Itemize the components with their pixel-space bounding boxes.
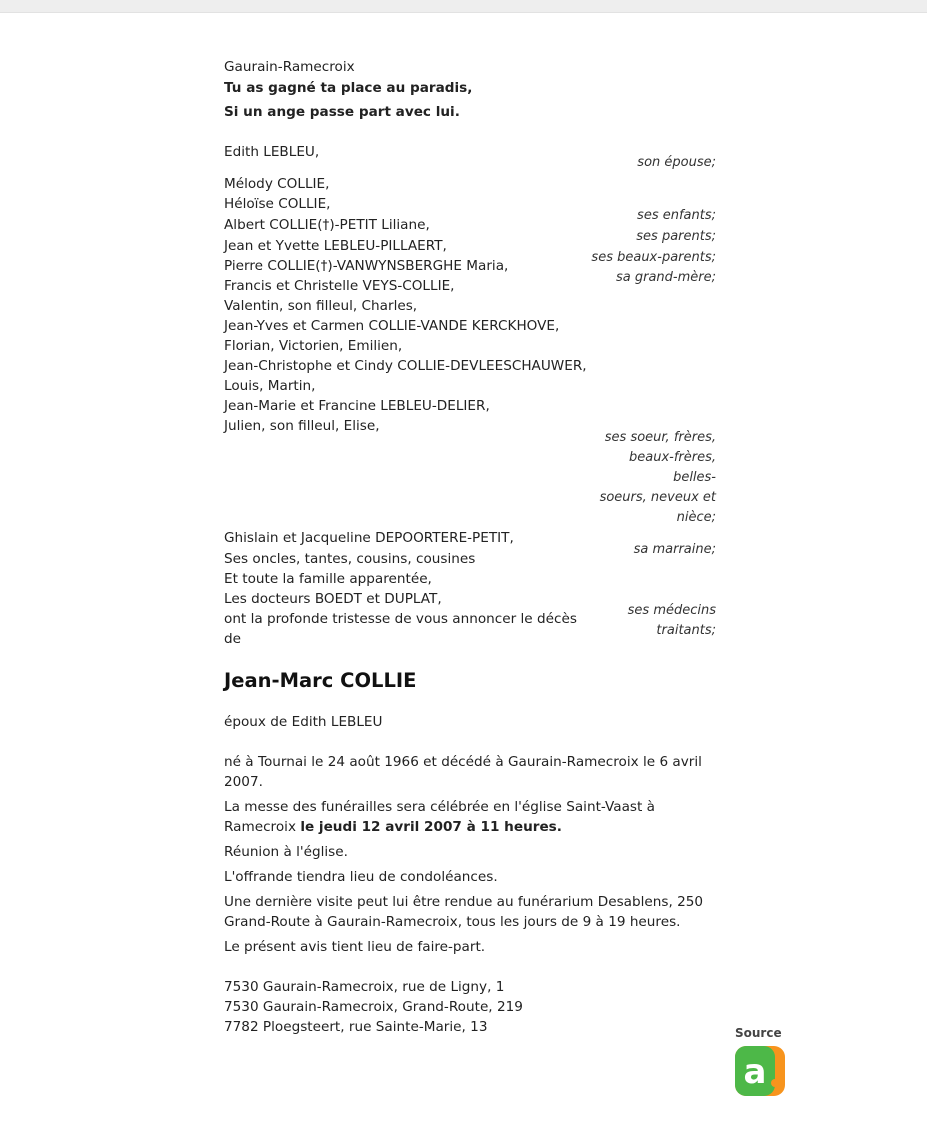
family-name: Et toute la famille apparentée, (224, 571, 432, 587)
announcement: ont la profonde tristesse de vous annoncer le décès de (224, 611, 577, 647)
offering-info: L'offrande tiendra lieu de condoléances. (224, 869, 498, 885)
family-entry-spouse (224, 142, 716, 173)
family-name: Francis et Christelle VEYS-COLLIE, (224, 278, 455, 294)
family-name: Valentin, son filleul, Charles, (224, 298, 418, 314)
obituary-content (224, 57, 716, 1037)
family-name: Edith LEBLEU, (224, 144, 320, 160)
address-line: 7782 Ploegsteert, rue Sainte-Marie, 13 (224, 1019, 488, 1035)
family-name: Héloïse COLLIE, (224, 196, 331, 212)
source-logo-letter: a (743, 1052, 767, 1092)
family-name: Jean-Christophe et Cindy COLLIE-DEVLEESCHAUWER, (224, 358, 587, 374)
family-name: Les docteurs BOEDT et DUPLAT, (224, 591, 442, 607)
birth-death: né à Tournai le 24 août 1966 et décédé à Gaurain-Ramecroix le 6 avril 2007. (224, 754, 702, 790)
family-name: Louis, Martin, (224, 378, 316, 394)
verse-line-1: Tu as gagné ta place au paradis, (224, 80, 473, 96)
source-label: Source (735, 1026, 782, 1040)
family-role: son épouse; (637, 155, 716, 170)
family-name: Ses oncles, tantes, cousins, cousines (224, 551, 476, 567)
family-name: Albert COLLIE(†)-PETIT Liliane, (224, 217, 430, 233)
family-role: ses médecins traitants; (627, 603, 716, 638)
family-role: sa grand-mère; (615, 270, 716, 285)
meeting-info: Réunion à l'église. (224, 844, 348, 860)
notice-info: Le présent avis tient lieu de faire-part. (224, 939, 486, 955)
family-name: Jean-Yves et Carmen COLLIE-VANDE KERCKHOVE, (224, 318, 560, 334)
header-place: Gaurain-Ramecroix (224, 59, 355, 75)
family-role: sa marraine; (633, 542, 716, 557)
family-name: Jean et Yvette LEBLEU-PILLAERT, (224, 238, 447, 254)
mass-date: le jeudi 12 avril 2007 à 11 heures. (300, 819, 562, 835)
visit-info: Une dernière visite peut lui être rendue au funérarium Desablens, 250 Grand-Route à Gaurain-Ramecroix, tous les jours de 9 à 19 heures. (224, 894, 704, 930)
family-name: Mélody COLLIE, (224, 176, 330, 192)
family-role: ses soeur, frères, beaux-frères, belles- soeurs, neveux et nièce; (599, 430, 716, 525)
family-name: Florian, Victorien, Emilien, (224, 338, 403, 354)
verse-line-2: Si un ange passe part avec lui. (224, 104, 460, 120)
family-role: ses beaux-parents; (591, 250, 716, 265)
family-name: Ghislain et Jacqueline DEPOORTERE-PETIT, (224, 530, 514, 546)
funeral-mass: La messe des funérailles sera célébrée en l'église Saint-Vaast à Ramecroix le jeudi 12 avril 2007 à 11 heures. (224, 799, 655, 835)
family-name: Pierre COLLIE(†)-VANWYNSBERGHE Maria, (224, 258, 509, 274)
family-name: Julien, son filleul, Elise, (224, 418, 380, 434)
family-entry-godmother (224, 456, 716, 560)
family-role: ses parents; (636, 229, 716, 244)
family-role: ses enfants; (637, 208, 716, 223)
source-logo-icon[interactable] (735, 1046, 785, 1096)
address-line: 7530 Gaurain-Ramecroix, Grand-Route, 219 (224, 999, 523, 1015)
deceased-name: Jean-Marc COLLIE (224, 669, 417, 692)
mass-location: Ramecroix (224, 819, 301, 835)
deceased-spouse: époux de Edith LEBLEU (224, 714, 383, 730)
family-name: Jean-Marie et Francine LEBLEU-DELIER, (224, 398, 490, 414)
page (0, 12, 927, 1131)
address-line: 7530 Gaurain-Ramecroix, rue de Ligny, 1 (224, 979, 505, 995)
addresses (224, 977, 716, 1037)
